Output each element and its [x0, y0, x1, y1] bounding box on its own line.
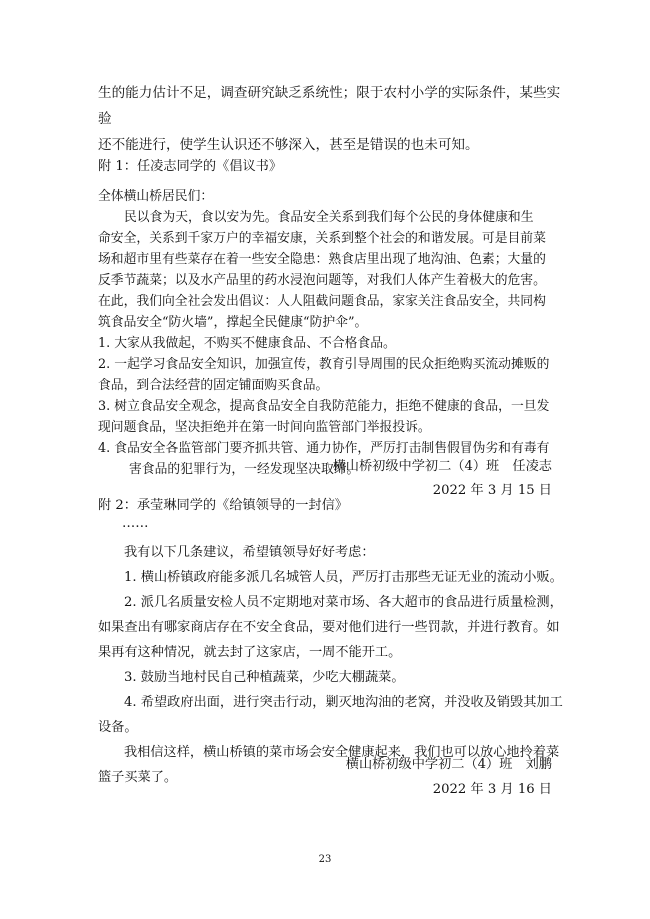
appendix-1-body	[98, 186, 564, 480]
proposal-line: 在此，我们向全社会发出倡议：人人阻截问题食品，家家关注食品安全，共同构	[98, 294, 546, 309]
proposal-item-cont: 害食品的犯罪行为，一经发现坚决取缔。	[129, 462, 360, 477]
proposal-line: 民以食为天，食以安为先。食品安全关系到我们每个公民的身体健康和生	[124, 210, 534, 225]
page-number: 23	[318, 854, 332, 865]
intro-paragraph	[98, 80, 568, 158]
intro-line-2: 还不能进行，使学生认识还不够深入，甚至是错误的也未可知。	[98, 137, 479, 153]
letter-line: 我有以下几条建议，希望镇领导好好考虑：	[124, 545, 375, 560]
proposal-item: 1. 大家从我做起，不购买不健康食品、不合格食品。	[98, 336, 396, 351]
proposal-line: 筑食品安全“防火墙”，撑起全民健康“防护伞”。	[98, 315, 368, 330]
appendix-2-signature: 横山桥初级中学初二（4）班 刘鹏	[345, 757, 552, 772]
proposal-line: 命安全，关系到千家万户的幸福安康，关系到整个社会的和谐发展。可是目前菜	[98, 231, 546, 246]
ellipsis: ……	[122, 516, 149, 531]
letter-item: 1. 横山桥镇政府能多派几名城管人员，严厉打击那些无证无业的流动小贩。	[124, 570, 563, 585]
proposal-item: 2. 一起学习食品安全知识，加强宣传，教育引导周围的民众拒绝购买流动摊贩的	[98, 357, 550, 372]
appendix-1-heading: 附 1：任凌志同学的《倡议书》	[98, 159, 283, 174]
proposal-item: 4. 食品安全各监管部门要齐抓共管、通力协作，严厉打击制售假冒伪劣和有毒有	[98, 441, 550, 456]
appendix-1-signature: 横山桥初级中学初二（4）班 任凌志	[332, 459, 552, 474]
intro-line-1: 生的能力估计不足，调查研究缺乏系统性；限于农村小学的实际条件，某些实验	[98, 85, 561, 127]
letter-item: 4. 希望政府出面，进行突击行动，剿灭地沟油的老窝，并没收及销毁其加工	[124, 695, 563, 710]
letter-line: 我相信这样，横山桥镇的菜市场会安全健康起来，我们也可以放心地拎着菜	[124, 745, 560, 760]
proposal-item: 3. 树立食品安全观念，提高食品安全自我防范能力，拒绝不健康的食品，一旦发	[98, 399, 550, 414]
appendix-2-date: 2022 年 3 月 16 日	[432, 782, 552, 797]
letter-item: 3. 鼓励当地村民自己种植蔬菜，少吃大棚蔬菜。	[124, 670, 405, 685]
proposal-item-cont: 现问题食品，坚决拒绝并在第一时间向监管部门举报投诉。	[98, 420, 431, 435]
letter-line: 篮子买菜了。	[98, 770, 178, 785]
appendix-2-body	[98, 540, 564, 790]
proposal-line: 全体横山桥居民们：	[98, 189, 214, 204]
proposal-line: 场和超市里有些菜存在着一些安全隐患：熟食店里出现了地沟油、色素；大量的	[98, 252, 546, 267]
letter-item-cont: 如果查出有哪家商店存在不安全食品，要对他们进行一些罚款，并进行教育。如	[98, 620, 560, 635]
letter-item-cont: 设备。	[98, 720, 138, 735]
letter-item: 2. 派几名质量安检人员不定期地对菜市场、各大超市的食品进行质量检测，	[124, 595, 563, 610]
appendix-1-date: 2022 年 3 月 15 日	[432, 483, 552, 498]
proposal-line: 反季节蔬菜；以及水产品里的药水浸泡问题等，对我们人体产生着极大的危害。	[98, 273, 546, 288]
proposal-item-cont: 食品，到合法经营的固定铺面购买食品。	[98, 378, 329, 393]
letter-item-cont: 果再有这种情况，就去封了这家店，一周不能开工。	[98, 645, 402, 660]
appendix-2-heading: 附 2：承莹琳同学的《给镇领导的一封信》	[98, 498, 348, 513]
